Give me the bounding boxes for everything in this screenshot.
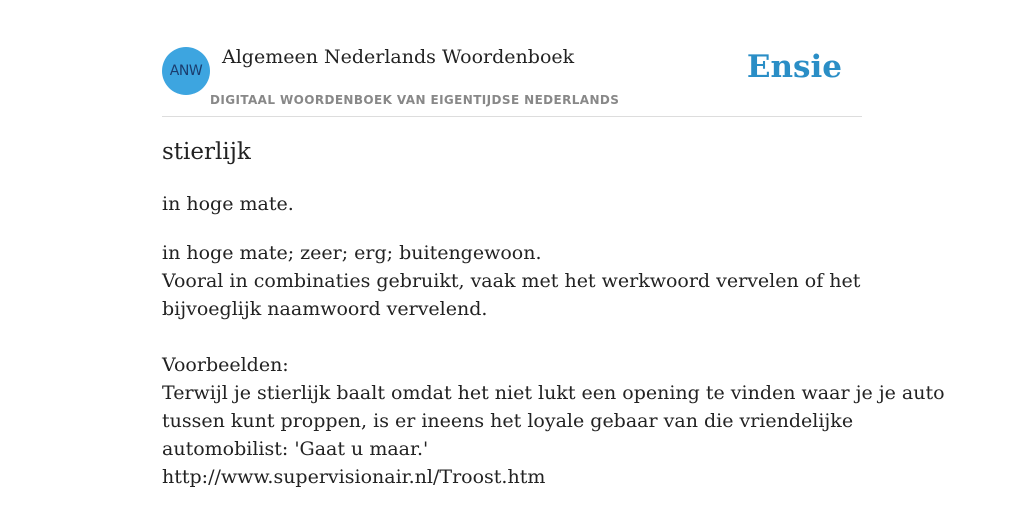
- example-line: automobilist: 'Gaat u maar.': [162, 438, 429, 460]
- entry-short-definition: in hoge mate.: [162, 193, 294, 215]
- ensie-brand-logo[interactable]: Ensie: [746, 49, 842, 85]
- anw-logo[interactable]: ANW: [162, 47, 210, 95]
- examples-label: Voorbeelden:: [162, 354, 289, 376]
- site-title[interactable]: Algemeen Nederlands Woordenboek: [222, 46, 575, 68]
- usage-note-line: Vooral in combinaties gebruikt, vaak met het werkwoord vervelen of het: [162, 270, 861, 292]
- entry-definition: in hoge mate; zeer; erg; buitengewoon.: [162, 242, 542, 264]
- source-url: http://www.supervisionair.nl/Troost.htm: [162, 466, 546, 488]
- entry-headword: stierlijk: [162, 139, 251, 165]
- example-line: Terwijl je stierlijk baalt omdat het niet lukt een opening te vinden waar je je auto: [162, 382, 945, 404]
- site-subtitle: DIGITAAL WOORDENBOEK VAN EIGENTIJDSE NEDERLANDS: [210, 93, 620, 107]
- site-header: [162, 46, 862, 117]
- paragraph-spacer: [162, 323, 862, 351]
- usage-note-line: bijvoeglijk naamwoord vervelend.: [162, 298, 488, 320]
- entry-body: [162, 239, 945, 491]
- example-line: tussen kunt proppen, is er ineens het loyale gebaar van die vriendelijke: [162, 410, 854, 432]
